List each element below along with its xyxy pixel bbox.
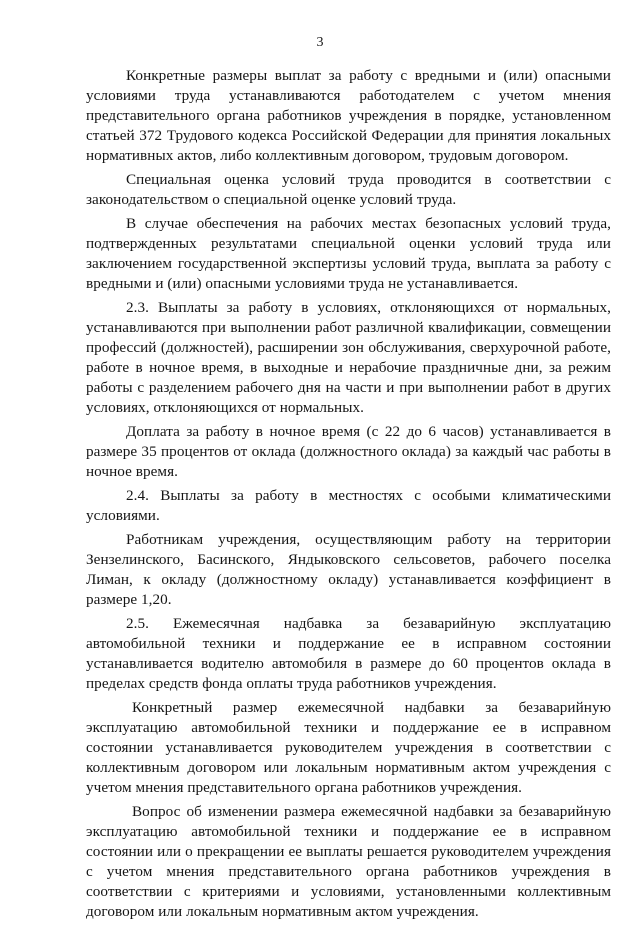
paragraph-regional-coefficient: Работникам учреждения, осуществляющим работу на территории Зензелинского, Басинского, Яндыковского сельсоветов, рабочего поселка Лиман, к окладу (должностному окладу) устанавливается коэффициент в размере 1,20.	[86, 531, 611, 608]
paragraph-section-2-4: 2.4. Выплаты за работу в местностях с особыми климатическими условиями.	[86, 487, 611, 524]
paragraph-special-assessment: Специальная оценка условий труда проводится в соответствии с законодательством о специальной оценке условий труда.	[86, 171, 611, 208]
paragraph-night-work-bonus: Доплата за работу в ночное время (с 22 до 6 часов) устанавливается в размере 35 процентов от оклада (должностного оклада) за каждый час работы в ночное время.	[86, 423, 611, 480]
document-body	[86, 66, 611, 926]
paragraph-section-2-5: 2.5. Ежемесячная надбавка за безаварийную эксплуатацию автомобильной техники и поддержание ее в исправном состоянии устанавливается водителю автомобиля в размере до 60 процентов оклада в пределах средств фонда оплаты труда работников учреждения.	[86, 615, 611, 692]
paragraph-safe-conditions: В случае обеспечения на рабочих местах безопасных условий труда, подтвержденных результатами специальной оценки условий труда или заключением государственной экспертизы условий труда, выплата за работу с вредными и (или) опасными условиями труда не устанавливается.	[86, 215, 611, 292]
page-number: 3	[316, 35, 324, 50]
paragraph-bonus-amount: Конкретный размер ежемесячной надбавки за безаварийную эксплуатацию автомобильной техники и поддержание ее в исправном состоянии устанавливается руководителем учреждения в соответствии с коллективным договором или локальным нормативным актом учреждения с учетом мнения представительного органа работников учреждения.	[86, 699, 611, 796]
paragraph-harmful-conditions-payments: Конкретные размеры выплат за работу с вредными и (или) опасными условиями труда устанавливаются работодателем с учетом мнения представительного органа работников учреждения в порядке, установленном статьей 372 Трудового кодекса Российской Федерации для принятия локальных нормативных актов, либо коллективным договором, трудовым договором.	[86, 67, 611, 164]
paragraph-bonus-change: Вопрос об изменении размера ежемесячной надбавки за безаварийную эксплуатацию автомобильной техники и поддержание ее в исправном состоянии или о прекращении ее выплаты решается руководителем учреждения с учетом мнения представительного органа работников учреждения в соответствии с критериями и условиями, установленными коллективным договором или локальным нормативным актом учреждения.	[86, 803, 611, 920]
paragraph-section-2-3: 2.3. Выплаты за работу в условиях, отклоняющихся от нормальных, устанавливаются при выполнении работ различной квалификации, совмещении профессий (должностей), расширении зон обслуживания, сверхурочной работе, работе в ночное время, в выходные и нерабочие праздничные дни, за режим работы с разделением рабочего дня на части и при выполнении работ в других условиях, отклоняющихся от нормальных.	[86, 299, 611, 416]
